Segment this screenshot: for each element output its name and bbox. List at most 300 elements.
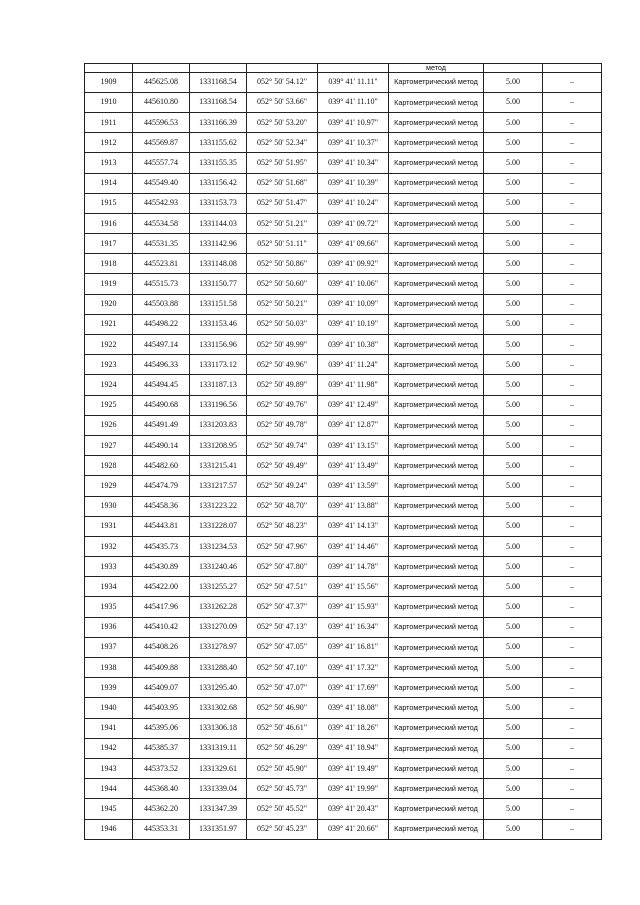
longitude-cell: 039° 41' 10.39" <box>318 173 389 193</box>
point-number-cell: 1916 <box>85 213 133 233</box>
latitude-cell: 052° 50' 49.24" <box>247 476 318 496</box>
longitude-cell: 039° 41' 13.88" <box>318 496 389 516</box>
description-cell: – <box>543 738 602 758</box>
description-cell: – <box>543 314 602 334</box>
longitude-cell: 039° 41' 19.99" <box>318 779 389 799</box>
accuracy-cell: 5.00 <box>484 698 543 718</box>
table-row <box>85 557 602 577</box>
description-cell: – <box>543 355 602 375</box>
coord-y-cell: 1331151.58 <box>190 294 247 314</box>
method-cell: Картометрический метод <box>389 637 484 657</box>
coord-y-cell: 1331288.40 <box>190 658 247 678</box>
table-row <box>85 375 602 395</box>
accuracy-cell: 5.00 <box>484 193 543 213</box>
longitude-cell: 039° 41' 10.37" <box>318 133 389 153</box>
coord-y-cell: 1331203.83 <box>190 415 247 435</box>
accuracy-cell: 5.00 <box>484 335 543 355</box>
longitude-cell: 039° 41' 18.94" <box>318 738 389 758</box>
latitude-cell: 052° 50' 51.95" <box>247 153 318 173</box>
description-cell: – <box>543 637 602 657</box>
description-cell: – <box>543 335 602 355</box>
coord-x-cell: 445515.73 <box>133 274 190 294</box>
longitude-cell: 039° 41' 11.98" <box>318 375 389 395</box>
method-cell: Картометрический метод <box>389 617 484 637</box>
point-number-cell: 1944 <box>85 779 133 799</box>
accuracy-cell: 5.00 <box>484 435 543 455</box>
coord-y-cell: 1331329.61 <box>190 758 247 778</box>
coord-x-cell: 445403.95 <box>133 698 190 718</box>
coord-x-cell: 445610.80 <box>133 92 190 112</box>
point-number-cell: 1943 <box>85 758 133 778</box>
latitude-cell: 052° 50' 49.96" <box>247 355 318 375</box>
longitude-cell: 039° 41' 10.19" <box>318 314 389 334</box>
point-number-cell: 1924 <box>85 375 133 395</box>
accuracy-cell: 5.00 <box>484 496 543 516</box>
method-cell: Картометрический метод <box>389 355 484 375</box>
coord-y-cell: 1331240.46 <box>190 557 247 577</box>
method-cell: Картометрический метод <box>389 335 484 355</box>
latitude-cell: 052° 50' 47.37" <box>247 597 318 617</box>
method-cell: Картометрический метод <box>389 597 484 617</box>
coord-x-cell: 445490.68 <box>133 395 190 415</box>
table-row <box>85 234 602 254</box>
description-cell: – <box>543 678 602 698</box>
longitude-cell: 039° 41' 09.92" <box>318 254 389 274</box>
point-number-cell: 1913 <box>85 153 133 173</box>
table-row <box>85 718 602 738</box>
coord-y-cell: 1331262.28 <box>190 597 247 617</box>
description-cell: – <box>543 476 602 496</box>
coordinates-table-page <box>84 63 601 840</box>
coord-y-cell: 1331173.12 <box>190 355 247 375</box>
longitude-cell: 039° 41' 09.66" <box>318 234 389 254</box>
accuracy-cell: 5.00 <box>484 577 543 597</box>
accuracy-cell: 5.00 <box>484 758 543 778</box>
table-row <box>85 658 602 678</box>
latitude-cell: 052° 50' 49.76" <box>247 395 318 415</box>
accuracy-cell: 5.00 <box>484 738 543 758</box>
longitude-cell: 039° 41' 17.69" <box>318 678 389 698</box>
latitude-cell: 052° 50' 46.90" <box>247 698 318 718</box>
table-row <box>85 738 602 758</box>
latitude-cell: 052° 50' 52.34" <box>247 133 318 153</box>
point-number-cell: 1942 <box>85 738 133 758</box>
longitude-cell: 039° 41' 16.34" <box>318 617 389 637</box>
accuracy-cell: 5.00 <box>484 153 543 173</box>
coord-x-cell: 445542.93 <box>133 193 190 213</box>
coord-y-cell: 1331351.97 <box>190 819 247 839</box>
coord-x-cell: 445497.14 <box>133 335 190 355</box>
table-row <box>85 617 602 637</box>
table-row <box>85 698 602 718</box>
coord-x-cell: 445395.06 <box>133 718 190 738</box>
coord-y-cell: 1331306.18 <box>190 718 247 738</box>
coord-y-cell: 1331278.97 <box>190 637 247 657</box>
coord-y-cell: 1331150.77 <box>190 274 247 294</box>
latitude-cell: 052° 50' 50.60" <box>247 274 318 294</box>
point-number-cell: 1917 <box>85 234 133 254</box>
method-cell-fragment: метод <box>389 64 484 73</box>
method-cell: Картометрический метод <box>389 758 484 778</box>
longitude-cell: 039° 41' 11.10" <box>318 92 389 112</box>
point-number-cell: 1914 <box>85 173 133 193</box>
coord-y-cell: 1331228.07 <box>190 516 247 536</box>
coord-x-cell: 445625.08 <box>133 72 190 92</box>
method-cell: Картометрический метод <box>389 658 484 678</box>
accuracy-cell: 5.00 <box>484 476 543 496</box>
table-row <box>85 496 602 516</box>
coord-x-cell: 445353.31 <box>133 819 190 839</box>
coord-y-cell: 1331148.08 <box>190 254 247 274</box>
coord-y-cell: 1331270.09 <box>190 617 247 637</box>
coord-x-cell: 445410.42 <box>133 617 190 637</box>
coord-x-cell: 445549.40 <box>133 173 190 193</box>
latitude-cell: 052° 50' 47.13" <box>247 617 318 637</box>
coord-x-cell: 445523.81 <box>133 254 190 274</box>
latitude-cell: 052° 50' 54.12" <box>247 72 318 92</box>
longitude-cell: 039° 41' 19.49" <box>318 758 389 778</box>
latitude-cell: 052° 50' 47.51" <box>247 577 318 597</box>
method-cell: Картометрический метод <box>389 415 484 435</box>
point-number-cell: 1920 <box>85 294 133 314</box>
description-cell: – <box>543 456 602 476</box>
table-row <box>85 92 602 112</box>
latitude-cell: 052° 50' 47.05" <box>247 637 318 657</box>
description-cell: – <box>543 133 602 153</box>
method-cell: Картометрический метод <box>389 254 484 274</box>
table-row <box>85 254 602 274</box>
latitude-cell: 052° 50' 50.21" <box>247 294 318 314</box>
accuracy-cell: 5.00 <box>484 718 543 738</box>
table-row <box>85 799 602 819</box>
method-cell: Картометрический метод <box>389 213 484 233</box>
accuracy-cell: 5.00 <box>484 557 543 577</box>
coord-y-cell: 1331153.73 <box>190 193 247 213</box>
coord-y-cell: 1331347.39 <box>190 799 247 819</box>
accuracy-cell: 5.00 <box>484 72 543 92</box>
description-cell: – <box>543 193 602 213</box>
method-cell: Картометрический метод <box>389 738 484 758</box>
table-row <box>85 193 602 213</box>
point-number-cell: 1926 <box>85 415 133 435</box>
longitude-cell: 039° 41' 10.38" <box>318 335 389 355</box>
description-cell: – <box>543 254 602 274</box>
point-number-cell: 1918 <box>85 254 133 274</box>
description-cell: – <box>543 577 602 597</box>
point-number-cell: 1909 <box>85 72 133 92</box>
description-cell: – <box>543 496 602 516</box>
method-cell: Картометрический метод <box>389 496 484 516</box>
latitude-cell: 052° 50' 50.86" <box>247 254 318 274</box>
point-number-cell: 1911 <box>85 112 133 132</box>
table-row <box>85 112 602 132</box>
longitude-cell: 039° 41' 09.72" <box>318 213 389 233</box>
coord-y-cell: 1331215.41 <box>190 456 247 476</box>
coord-y-cell: 1331142.96 <box>190 234 247 254</box>
accuracy-cell: 5.00 <box>484 799 543 819</box>
coord-y-cell: 1331156.42 <box>190 173 247 193</box>
accuracy-cell: 5.00 <box>484 678 543 698</box>
method-cell: Картометрический метод <box>389 234 484 254</box>
longitude-cell: 039° 41' 12.87" <box>318 415 389 435</box>
latitude-cell: 052° 50' 47.80" <box>247 557 318 577</box>
method-cell: Картометрический метод <box>389 395 484 415</box>
coord-x-cell: 445458.36 <box>133 496 190 516</box>
table-row <box>85 456 602 476</box>
latitude-cell: 052° 50' 45.23" <box>247 819 318 839</box>
coord-x-cell: 445531.35 <box>133 234 190 254</box>
method-cell: Картометрический метод <box>389 153 484 173</box>
point-number-cell: 1935 <box>85 597 133 617</box>
coord-y-cell: 1331153.46 <box>190 314 247 334</box>
coord-x-cell: 445368.40 <box>133 779 190 799</box>
accuracy-cell: 5.00 <box>484 597 543 617</box>
longitude-cell: 039° 41' 14.78" <box>318 557 389 577</box>
longitude-cell: 039° 41' 13.59" <box>318 476 389 496</box>
table-row <box>85 335 602 355</box>
method-cell: Картометрический метод <box>389 435 484 455</box>
table-row <box>85 133 602 153</box>
point-number-cell: 1938 <box>85 658 133 678</box>
coord-x-cell: 445474.79 <box>133 476 190 496</box>
coord-y-cell: 1331196.56 <box>190 395 247 415</box>
coord-x-cell: 445494.45 <box>133 375 190 395</box>
point-number-cell: 1945 <box>85 799 133 819</box>
description-cell: – <box>543 516 602 536</box>
coord-x-cell: 445498.22 <box>133 314 190 334</box>
description-cell: – <box>543 799 602 819</box>
latitude-cell: 052° 50' 47.96" <box>247 536 318 556</box>
point-number-cell: 1922 <box>85 335 133 355</box>
table-row <box>85 395 602 415</box>
coord-y-cell: 1331302.68 <box>190 698 247 718</box>
coord-x-cell: 445385.37 <box>133 738 190 758</box>
accuracy-cell: 5.00 <box>484 637 543 657</box>
accuracy-cell: 5.00 <box>484 456 543 476</box>
coord-x-cell: 445435.73 <box>133 536 190 556</box>
accuracy-cell: 5.00 <box>484 274 543 294</box>
description-cell: – <box>543 274 602 294</box>
coord-x-cell: 445496.33 <box>133 355 190 375</box>
description-cell: – <box>543 557 602 577</box>
description-cell: – <box>543 234 602 254</box>
description-cell: – <box>543 536 602 556</box>
coord-y-cell: 1331156.96 <box>190 335 247 355</box>
point-number-cell: 1921 <box>85 314 133 334</box>
method-cell: Картометрический метод <box>389 819 484 839</box>
point-number-cell: 1940 <box>85 698 133 718</box>
coord-y-cell: 1331295.40 <box>190 678 247 698</box>
method-cell: Картометрический метод <box>389 133 484 153</box>
method-cell: Картометрический метод <box>389 456 484 476</box>
table-row <box>85 153 602 173</box>
accuracy-cell: 5.00 <box>484 314 543 334</box>
point-number-cell: 1933 <box>85 557 133 577</box>
coord-x-cell: 445569.87 <box>133 133 190 153</box>
description-cell: – <box>543 173 602 193</box>
table-row <box>85 516 602 536</box>
latitude-cell: 052° 50' 48.70" <box>247 496 318 516</box>
accuracy-cell: 5.00 <box>484 173 543 193</box>
point-number-cell: 1931 <box>85 516 133 536</box>
latitude-cell: 052° 50' 51.68" <box>247 173 318 193</box>
method-cell: Картометрический метод <box>389 173 484 193</box>
coord-y-cell: 1331255.27 <box>190 577 247 597</box>
point-number-cell: 1930 <box>85 496 133 516</box>
coord-x-cell: 445422.00 <box>133 577 190 597</box>
longitude-cell: 039° 41' 17.32" <box>318 658 389 678</box>
coordinates-table <box>84 63 602 840</box>
description-cell: – <box>543 112 602 132</box>
point-number-cell: 1929 <box>85 476 133 496</box>
point-number-cell: 1939 <box>85 678 133 698</box>
description-cell: – <box>543 819 602 839</box>
description-cell: – <box>543 698 602 718</box>
method-cell: Картометрический метод <box>389 557 484 577</box>
point-number-cell: 1946 <box>85 819 133 839</box>
accuracy-cell: 5.00 <box>484 617 543 637</box>
coord-y-cell: 1331234.53 <box>190 536 247 556</box>
table-row <box>85 536 602 556</box>
longitude-cell: 039° 41' 11.24" <box>318 355 389 375</box>
latitude-cell: 052° 50' 45.90" <box>247 758 318 778</box>
longitude-cell: 039° 41' 13.49" <box>318 456 389 476</box>
point-number-cell: 1936 <box>85 617 133 637</box>
point-number-cell: 1919 <box>85 274 133 294</box>
method-cell: Картометрический метод <box>389 516 484 536</box>
accuracy-cell: 5.00 <box>484 395 543 415</box>
method-cell: Картометрический метод <box>389 294 484 314</box>
coord-x-cell: 445408.26 <box>133 637 190 657</box>
point-number-cell: 1932 <box>85 536 133 556</box>
description-cell: – <box>543 153 602 173</box>
coord-x-cell: 445443.81 <box>133 516 190 536</box>
accuracy-cell: 5.00 <box>484 112 543 132</box>
description-cell: – <box>543 758 602 778</box>
description-cell: – <box>543 92 602 112</box>
description-cell: – <box>543 779 602 799</box>
longitude-cell: 039° 41' 10.24" <box>318 193 389 213</box>
description-cell: – <box>543 395 602 415</box>
longitude-cell: 039° 41' 12.49" <box>318 395 389 415</box>
table-row <box>85 435 602 455</box>
latitude-cell: 052° 50' 50.03" <box>247 314 318 334</box>
table-row <box>85 637 602 657</box>
latitude-cell: 052° 50' 49.74" <box>247 435 318 455</box>
table-row <box>85 294 602 314</box>
coord-y-cell: 1331319.11 <box>190 738 247 758</box>
latitude-cell: 052° 50' 51.21" <box>247 213 318 233</box>
accuracy-cell: 5.00 <box>484 355 543 375</box>
longitude-cell: 039° 41' 13.15" <box>318 435 389 455</box>
accuracy-cell: 5.00 <box>484 234 543 254</box>
method-cell: Картометрический метод <box>389 92 484 112</box>
method-cell: Картометрический метод <box>389 476 484 496</box>
latitude-cell: 052° 50' 48.23" <box>247 516 318 536</box>
coord-y-cell: 1331168.54 <box>190 92 247 112</box>
coord-x-cell: 445490.14 <box>133 435 190 455</box>
table-row <box>85 415 602 435</box>
accuracy-cell: 5.00 <box>484 779 543 799</box>
accuracy-cell: 5.00 <box>484 213 543 233</box>
description-cell: – <box>543 718 602 738</box>
table-row <box>85 476 602 496</box>
coord-y-cell: 1331223.22 <box>190 496 247 516</box>
coord-y-cell: 1331166.39 <box>190 112 247 132</box>
method-cell: Картометрический метод <box>389 799 484 819</box>
point-number-cell: 1927 <box>85 435 133 455</box>
longitude-cell: 039° 41' 20.43" <box>318 799 389 819</box>
method-cell: Картометрический метод <box>389 314 484 334</box>
description-cell: – <box>543 597 602 617</box>
method-cell: Картометрический метод <box>389 536 484 556</box>
latitude-cell: 052° 50' 47.07" <box>247 678 318 698</box>
table-row <box>85 819 602 839</box>
accuracy-cell: 5.00 <box>484 92 543 112</box>
description-cell: – <box>543 435 602 455</box>
table-row <box>85 173 602 193</box>
description-cell: – <box>543 213 602 233</box>
coord-y-cell: 1331187.13 <box>190 375 247 395</box>
longitude-cell: 039° 41' 15.93" <box>318 597 389 617</box>
method-cell: Картометрический метод <box>389 779 484 799</box>
point-number-cell: 1941 <box>85 718 133 738</box>
coord-y-cell: 1331144.03 <box>190 213 247 233</box>
point-number-cell: 1934 <box>85 577 133 597</box>
latitude-cell: 052° 50' 49.89" <box>247 375 318 395</box>
method-cell: Картометрический метод <box>389 193 484 213</box>
table-row <box>85 274 602 294</box>
coord-y-cell: 1331208.95 <box>190 435 247 455</box>
coord-x-cell: 445596.53 <box>133 112 190 132</box>
description-cell: – <box>543 294 602 314</box>
accuracy-cell: 5.00 <box>484 375 543 395</box>
table-row <box>85 213 602 233</box>
accuracy-cell: 5.00 <box>484 415 543 435</box>
latitude-cell: 052° 50' 51.11" <box>247 234 318 254</box>
accuracy-cell: 5.00 <box>484 658 543 678</box>
coord-y-cell: 1331155.35 <box>190 153 247 173</box>
longitude-cell: 039° 41' 10.97" <box>318 112 389 132</box>
latitude-cell: 052° 50' 53.66" <box>247 92 318 112</box>
coord-y-cell: 1331339.04 <box>190 779 247 799</box>
point-number-cell: 1928 <box>85 456 133 476</box>
method-cell: Картометрический метод <box>389 72 484 92</box>
table-row <box>85 577 602 597</box>
table-row <box>85 597 602 617</box>
longitude-cell: 039° 41' 10.34" <box>318 153 389 173</box>
latitude-cell: 052° 50' 49.78" <box>247 415 318 435</box>
point-number-cell: 1937 <box>85 637 133 657</box>
description-cell: – <box>543 658 602 678</box>
latitude-cell: 052° 50' 49.49" <box>247 456 318 476</box>
method-cell: Картометрический метод <box>389 698 484 718</box>
table-row <box>85 314 602 334</box>
latitude-cell: 052° 50' 51.47" <box>247 193 318 213</box>
point-number-cell: 1923 <box>85 355 133 375</box>
method-cell: Картометрический метод <box>389 718 484 738</box>
coord-x-cell: 445557.74 <box>133 153 190 173</box>
latitude-cell: 052° 50' 46.61" <box>247 718 318 738</box>
method-cell: Картометрический метод <box>389 112 484 132</box>
longitude-cell: 039° 41' 10.06" <box>318 274 389 294</box>
longitude-cell: 039° 41' 16.81" <box>318 637 389 657</box>
accuracy-cell: 5.00 <box>484 294 543 314</box>
coord-x-cell: 445491.49 <box>133 415 190 435</box>
coord-x-cell: 445430.89 <box>133 557 190 577</box>
point-number-cell: 1912 <box>85 133 133 153</box>
accuracy-cell: 5.00 <box>484 254 543 274</box>
